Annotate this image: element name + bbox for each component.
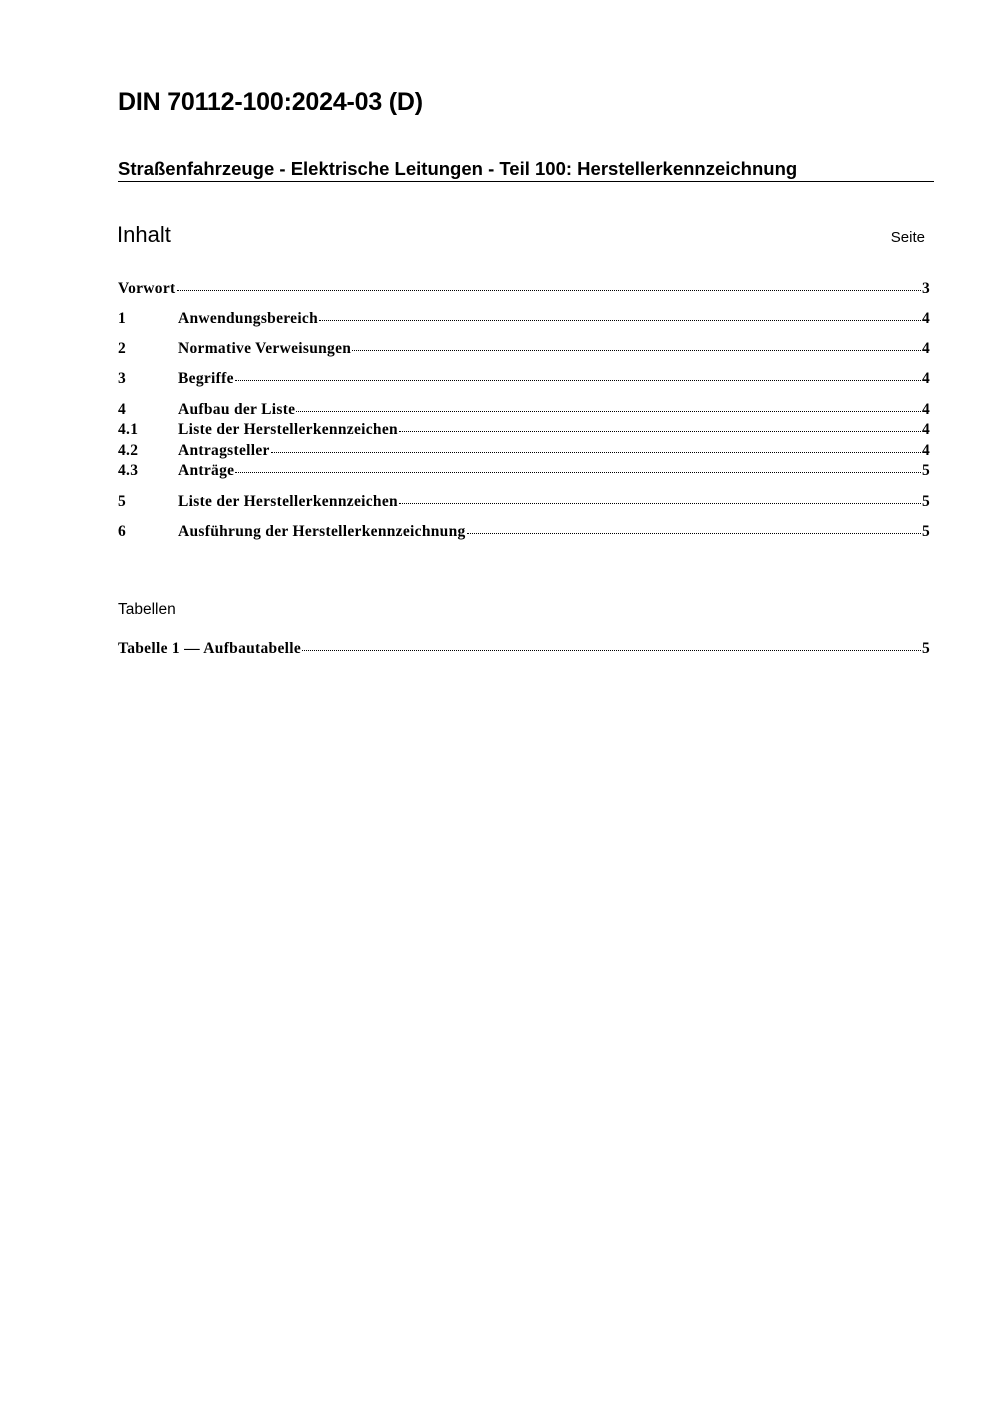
table-entry-label: Tabelle 1 — Aufbautabelle: [118, 640, 302, 657]
toc-entry-number: 4.3: [118, 462, 139, 479]
toc-entry-number: 3: [118, 370, 127, 387]
dot-leader: [296, 411, 921, 412]
toc-entry-page: 4: [921, 442, 930, 459]
toc-entry-antragsteller[interactable]: [118, 442, 930, 462]
toc-entry-page: 5: [921, 523, 930, 540]
toc-entry-vorwort[interactable]: [118, 280, 930, 300]
toc-entry-page: 4: [921, 310, 930, 327]
dot-leader: [235, 380, 921, 381]
dot-leader: [302, 650, 921, 651]
dot-leader: [467, 533, 921, 534]
document-title: Straßenfahrzeuge - Elektrische Leitungen - Teil 100: Herstellerkennzeichnung: [118, 158, 934, 182]
toc-entry-label: Antragsteller: [178, 442, 270, 459]
toc-entry-normative-verweisungen[interactable]: [118, 340, 930, 360]
toc-entry-number: 4: [118, 401, 127, 418]
toc-entry-anwendungsbereich[interactable]: [118, 310, 930, 330]
toc-entry-page: 3: [921, 280, 930, 297]
toc-entry-label: Begriffe: [178, 370, 234, 387]
toc-entry-aufbau-der-liste[interactable]: [118, 401, 930, 421]
dot-leader: [177, 290, 921, 291]
toc-entry-label: Vorwort: [118, 280, 176, 297]
dot-leader: [319, 320, 921, 321]
toc-entry-page: 4: [921, 421, 930, 438]
toc-entry-label: Anwendungsbereich: [178, 310, 319, 327]
toc-entry-number: 2: [118, 340, 127, 357]
toc-entry-label: Normative Verweisungen: [178, 340, 352, 357]
toc-entry-number: 4.2: [118, 442, 139, 459]
toc-entry-page: 4: [921, 401, 930, 418]
tables-heading: Tabellen: [118, 601, 176, 618]
toc-entry-label: Liste der Herstellerkennzeichen: [178, 493, 398, 510]
toc-entry-label: Anträge: [178, 462, 235, 479]
toc-entry-label: Liste der Herstellerkennzeichen: [178, 421, 398, 438]
toc-entry-page: 4: [921, 340, 930, 357]
table-entry-page: 5: [921, 640, 930, 657]
toc-entry-liste-der-herstellerkennzeichen[interactable]: [118, 421, 930, 441]
toc-entry-number: 5: [118, 493, 127, 510]
table-entry-tabelle-1[interactable]: [118, 640, 930, 660]
dot-leader: [352, 350, 921, 351]
dot-leader: [399, 503, 921, 504]
toc-entry-page: 5: [921, 462, 930, 479]
dot-leader: [271, 452, 921, 453]
page-column-label: Seite: [890, 229, 925, 246]
toc-entry-ausfuehrung[interactable]: [118, 523, 930, 543]
toc-heading: Inhalt: [117, 222, 171, 247]
toc-entry-number: 1: [118, 310, 127, 327]
toc-entry-begriffe[interactable]: [118, 370, 930, 390]
toc-entry-label: Ausführung der Herstellerkennzeichnung: [178, 523, 466, 540]
toc-entry-number: 4.1: [118, 421, 139, 438]
toc-entry-page: 4: [921, 370, 930, 387]
toc-entry-liste-der-herstellerkennzeichen-5[interactable]: [118, 493, 930, 513]
dot-leader: [235, 472, 921, 473]
toc-entry-page: 5: [921, 493, 930, 510]
dot-leader: [399, 431, 921, 432]
toc-entry-label: Aufbau der Liste: [178, 401, 296, 418]
toc-entry-number: 6: [118, 523, 127, 540]
document-id: DIN 70112-100:2024-03 (D): [118, 88, 423, 116]
toc-entry-antraege[interactable]: [118, 462, 930, 482]
